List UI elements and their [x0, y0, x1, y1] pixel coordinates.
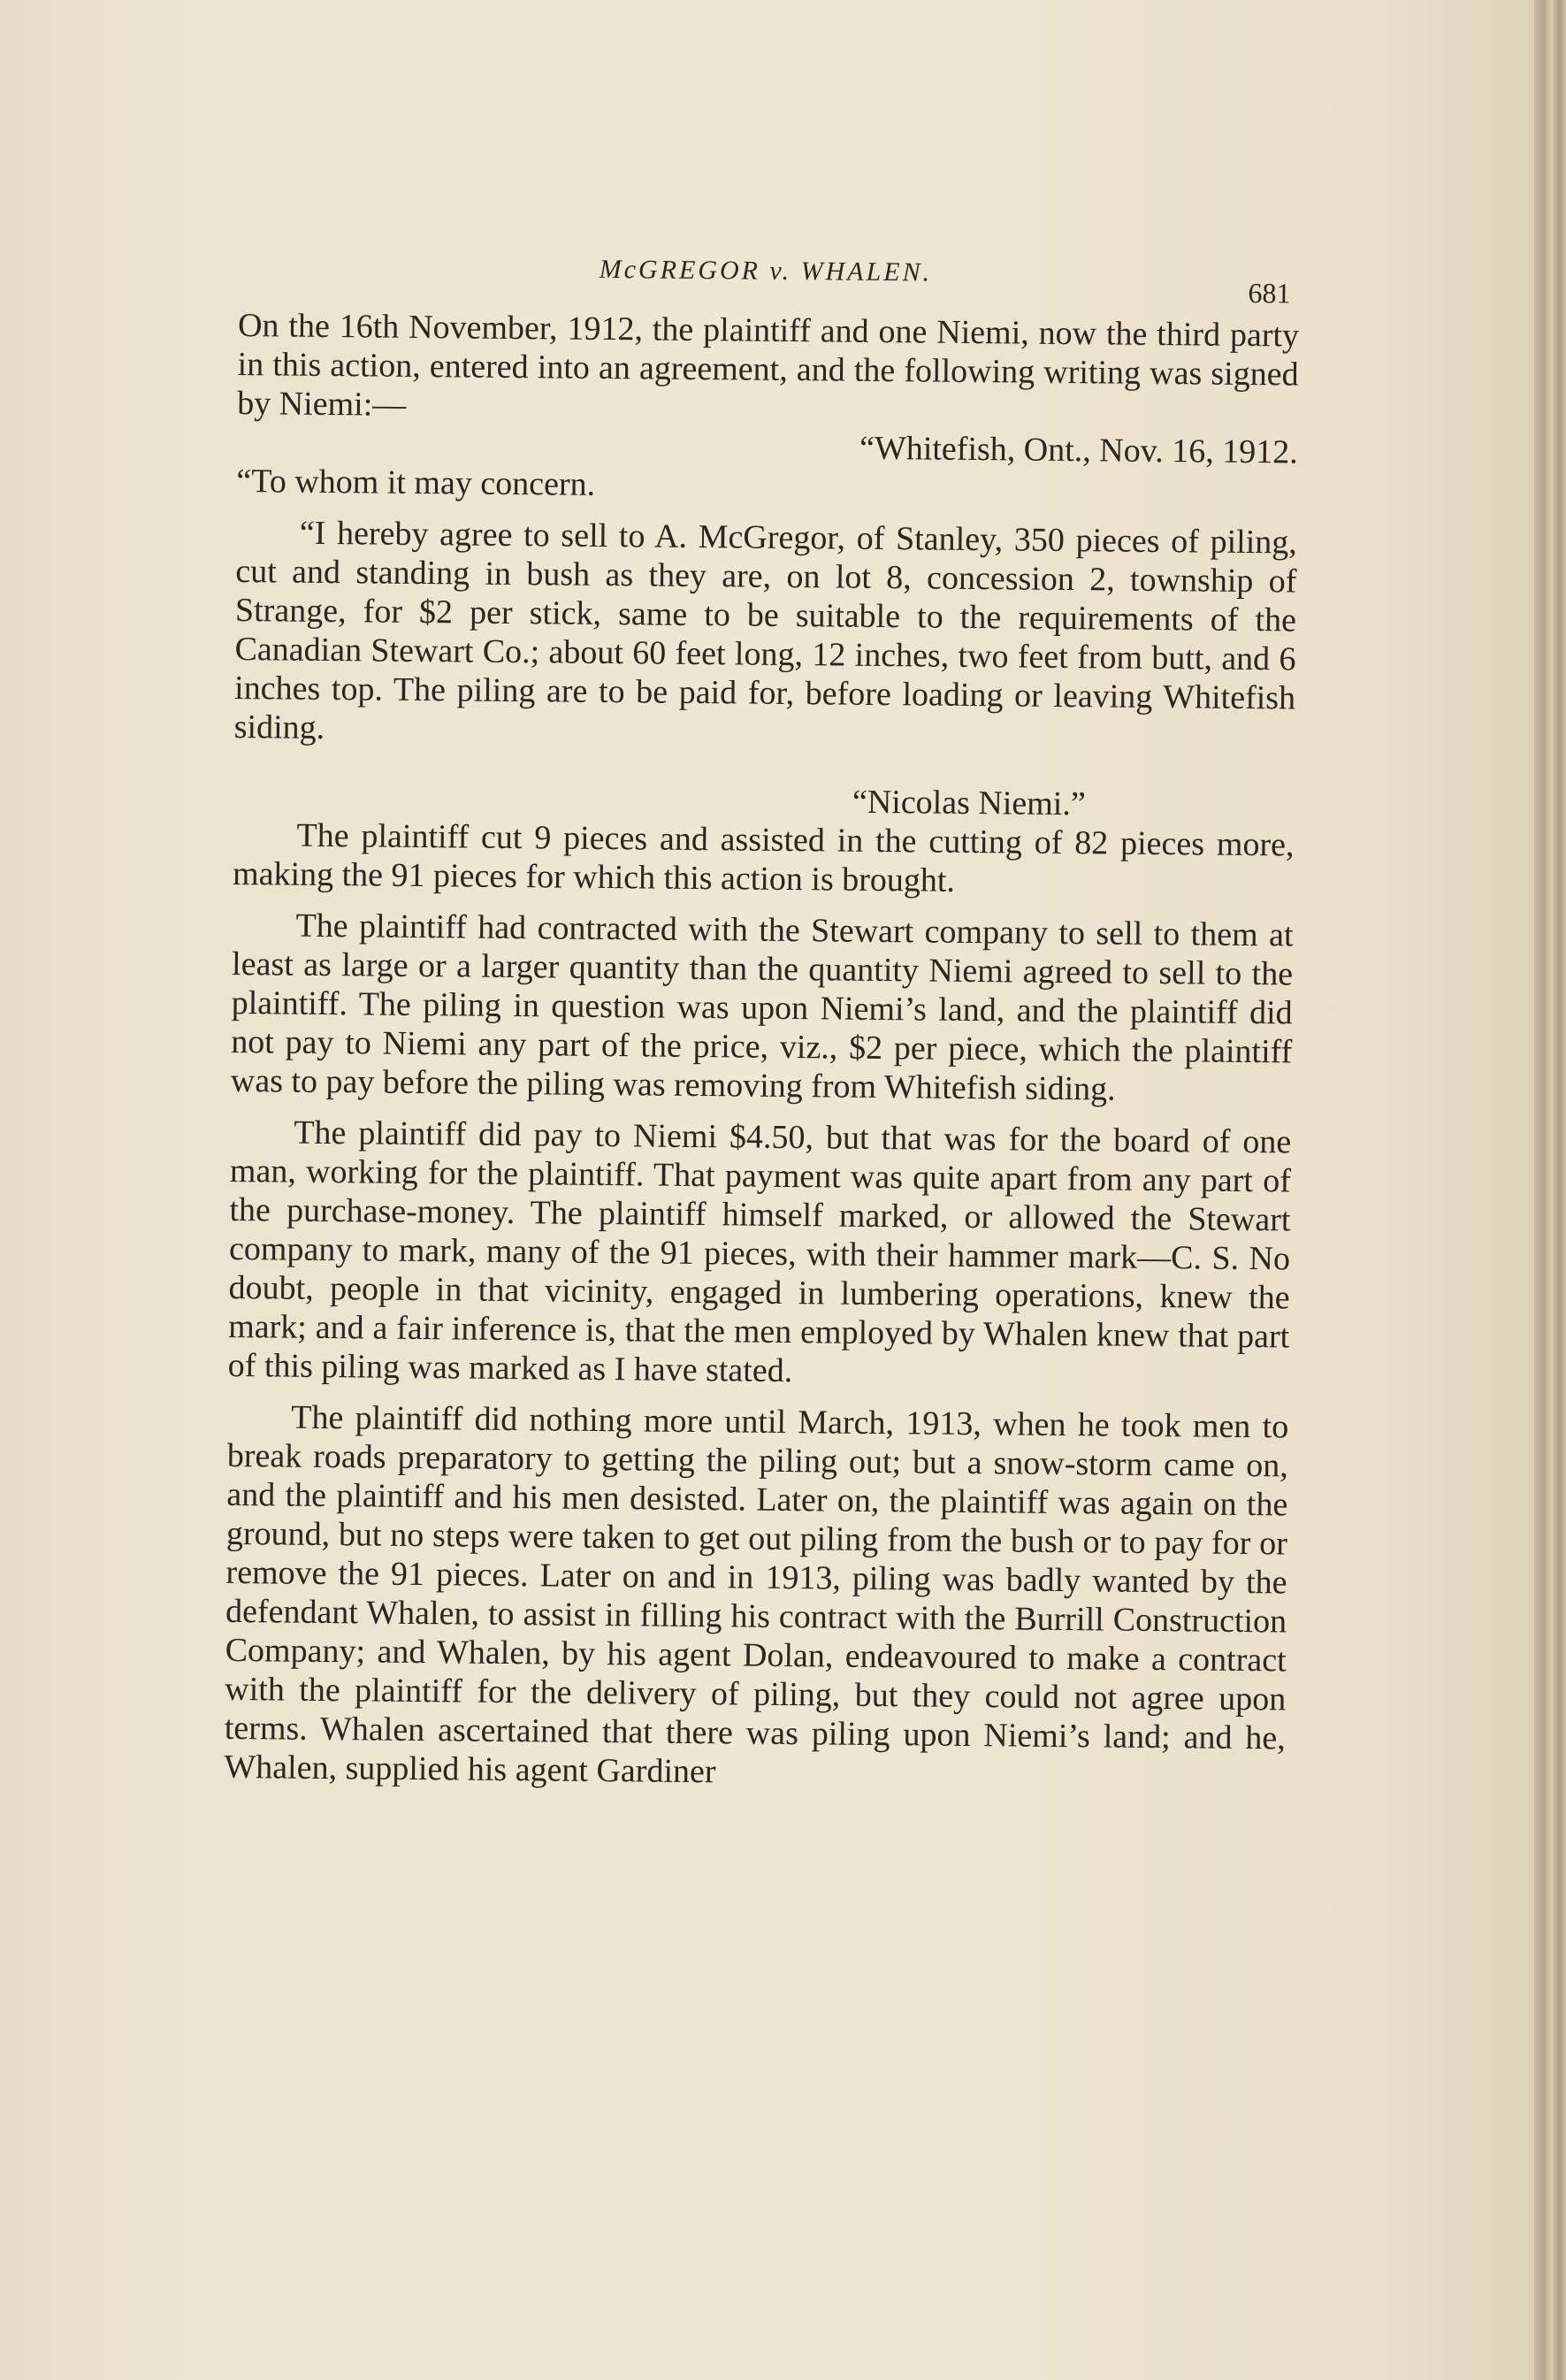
- paragraph-agreement-intro: On the 16th November, 1912, the plaintiff and one Niemi, now the third party in this action, entered into an agreement, and the following writing was signed by Niemi:—: [237, 306, 1300, 424]
- book-binding-edge: [1534, 0, 1566, 2380]
- page-number: 681: [1248, 276, 1291, 310]
- letter-signature: “Nicolas Niemi.”: [852, 783, 1086, 823]
- paragraph-pieces-cut: The plaintiff cut 9 pieces and assisted in the cutting of 82 pieces more, making the 91 pieces for which this action is brought.: [232, 816, 1295, 899]
- running-title: McGREGOR v. WHALEN.: [599, 254, 933, 287]
- paragraph-march-1913: The plaintiff did nothing more until March, 1913, when he took men to break roads preparatory to getting the piling out; but a snow-storm came on, and the plaintiff and his men desisted. Later on, the plaintiff was again on the ground, but no steps were taken to get out piling from the bush or to pay for or remove the 91 pieces. Later on and in 1913, piling was badly wanted by the defendant Whalen, to assist in filling his contract with the Burrill Construction Company; and Whalen, by his agent Dolan, endeavoured to make a contract with the plaintiff for the delivery of piling, but they could not agree upon terms. Whalen ascertained that there was piling upon Niemi’s land; and he, Whalen, supplied his agent Gardiner: [224, 1398, 1289, 1791]
- running-head: [238, 241, 1300, 313]
- letter-salutation: “To whom it may concern.: [236, 462, 596, 503]
- letter-dateline: “Whitefish, Ont., Nov. 16, 1912.: [859, 429, 1298, 471]
- paragraph-payment: The plaintiff did pay to Niemi $4.50, but that was for the board of one man, working for the plaintiff. That payment was quite apart from any part of the purchase-money. The plaintiff himself marked, or allowed the Stewart company to mark, many of the 91 pieces, with their hammer mark—C. S. No doubt, people in that vicinity, engaged in lumbering operations, knew the mark; and a fair inference is, that the men employed by Whalen knew that part of this piling was marked as I have stated.: [227, 1113, 1292, 1390]
- paragraph-stewart-contract: The plaintiff had contracted with the Stewart company to sell to them at least as large or a larger quantity than the quantity Niemi agreed to sell to the plaintiff. The piling in question was upon Niemi’s land, and the plaintiff did not pay to Niemi any part of the price, viz., $2 per piece, which the plaintiff was to pay before the piling was removing from Whitefish siding.: [230, 907, 1294, 1108]
- page-text-block: [224, 241, 1300, 1796]
- letter-body: “I hereby agree to sell to A. McGregor, of Stanley, 350 pieces of piling, cut and standing in bush as they are, on lot 8, concession 2, township of Strange, for $2 per stick, same to be suitable to the requirements of the Canadian Stewart Co.; about 60 feet long, 12 inches, two feet from butt, and 6 inches top. The piling are to be paid for, before loading or leaving Whitefish siding.: [233, 514, 1297, 746]
